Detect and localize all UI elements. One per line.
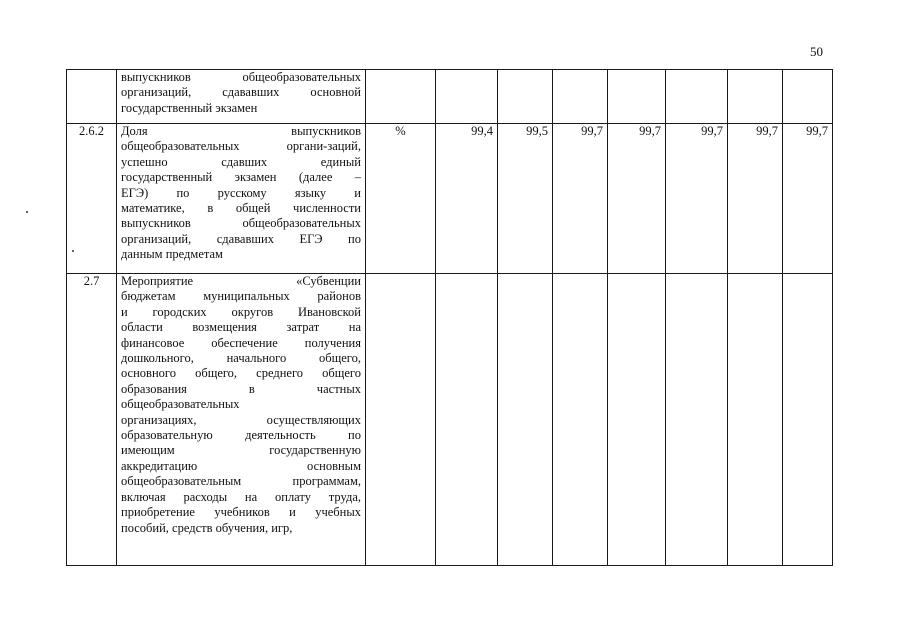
indicator-name-line: общеобразовательных органи-заций, <box>121 139 361 154</box>
indicator-name-line: успешно сдавших единый <box>121 154 361 169</box>
indicator-name-line: образования в частных <box>121 381 361 396</box>
indicator-name-line: и городских округов Ивановской <box>121 304 361 319</box>
indicator-name-line: организациях, осуществляющих <box>121 412 361 427</box>
value-cell: 99,5 <box>498 124 553 274</box>
value-cell <box>666 70 728 124</box>
value-cell <box>436 274 498 566</box>
indicator-name-line: организаций, сдававших основной <box>121 85 361 100</box>
value-cell <box>498 70 553 124</box>
indicator-name-line: имеющим государственную <box>121 443 361 458</box>
indicator-name-line: основного общего, среднего общего <box>121 366 361 381</box>
table-row <box>67 124 833 274</box>
indicator-name-line: Мероприятие «Субвенции <box>121 274 361 288</box>
value-cell: 99,7 <box>553 124 608 274</box>
indicator-name-line: математике, в общей численности <box>121 201 361 216</box>
indicator-name-line: данным предметам <box>121 247 223 262</box>
row-number: 2.7 <box>67 274 117 566</box>
unit-cell <box>366 274 436 566</box>
indicator-name-line: общеобразовательным программам, <box>121 474 361 489</box>
indicator-name-line: аккредитацию основным <box>121 458 361 473</box>
value-cell <box>783 274 833 566</box>
indicator-name-line: включая расходы на оплату труда, <box>121 489 361 504</box>
indicator-name-line: государственный экзамен <box>121 100 258 115</box>
value-cell <box>783 70 833 124</box>
indicator-name-line: выпускников общеобразовательных <box>121 216 361 231</box>
indicator-name-line: общеобразовательных <box>121 397 240 412</box>
indicator-name-line: выпускников общеобразовательных <box>121 70 361 84</box>
indicator-name-line: образовательную деятельность по <box>121 428 361 443</box>
unit-cell <box>366 70 436 124</box>
value-cell <box>553 70 608 124</box>
indicator-name-line: организаций, сдававших ЕГЭ по <box>121 231 361 246</box>
indicator-name-line: бюджетам муниципальных районов <box>121 289 361 304</box>
value-cell <box>498 274 553 566</box>
value-cell <box>666 274 728 566</box>
unit-cell: % <box>366 124 436 274</box>
value-cell: 99,7 <box>783 124 833 274</box>
value-cell: 99,7 <box>666 124 728 274</box>
indicator-name-line: ЕГЭ) по русскому языку и <box>121 185 361 200</box>
indicator-name-line: дошкольного, начального общего, <box>121 351 361 366</box>
row-number <box>67 70 117 124</box>
table-row <box>67 70 833 124</box>
indicator-name-line: пособий, средств обучения, игр, <box>121 520 293 535</box>
value-cell: 99,7 <box>608 124 666 274</box>
value-cell: 99,7 <box>728 124 783 274</box>
indicator-name <box>117 124 366 274</box>
indicator-name <box>117 274 366 566</box>
value-cell: 99,4 <box>436 124 498 274</box>
indicator-name-line: области возмещения затрат на <box>121 320 361 335</box>
page-number: 50 <box>810 44 823 59</box>
indicator-name <box>117 70 366 124</box>
indicator-name-line: приобретение учебников и учебных <box>121 505 361 520</box>
indicators-table <box>66 69 833 566</box>
value-cell <box>728 274 783 566</box>
row-number: 2.6.2 <box>67 124 117 274</box>
value-cell <box>436 70 498 124</box>
value-cell <box>608 70 666 124</box>
scan-speck <box>26 211 28 213</box>
value-cell <box>553 274 608 566</box>
indicator-name-line: государственный экзамен (далее – <box>121 170 361 185</box>
table-row <box>67 274 833 566</box>
value-cell <box>728 70 783 124</box>
value-cell <box>608 274 666 566</box>
indicator-name-line: финансовое обеспечение получения <box>121 335 361 350</box>
indicator-name-line: Доля выпускников <box>121 124 361 138</box>
